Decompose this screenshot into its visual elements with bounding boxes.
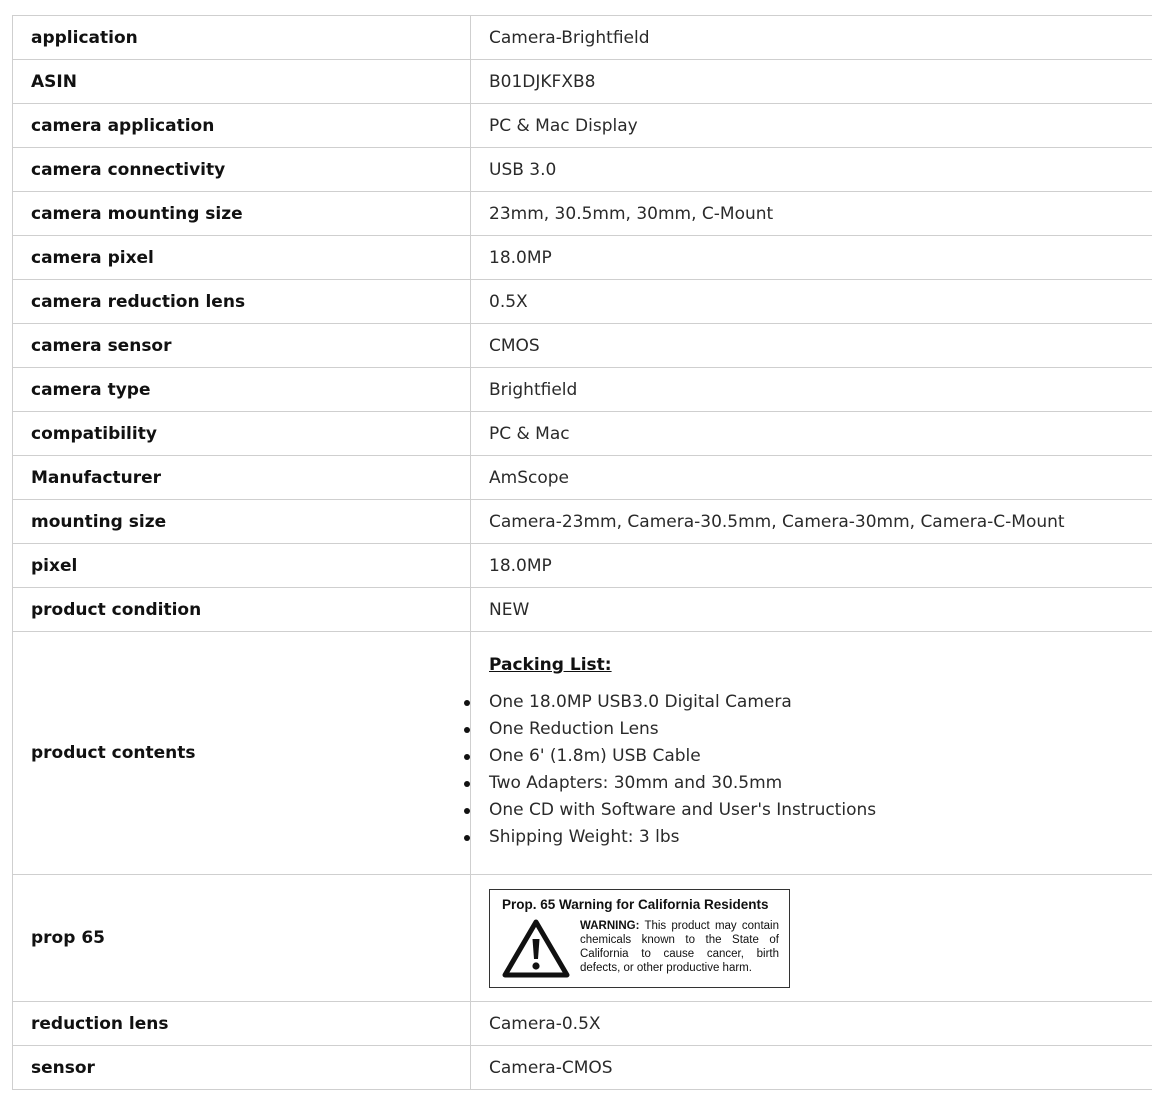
prop65-text	[580, 919, 779, 975]
spec-key: camera application	[13, 104, 471, 148]
spec-value: 23mm, 30.5mm, 30mm, C-Mount	[471, 192, 1152, 236]
spec-value: 18.0MP	[471, 236, 1152, 280]
list-item: Two Adapters: 30mm and 30.5mm	[489, 770, 1152, 797]
spec-key: pixel	[13, 544, 471, 588]
table-row	[13, 104, 1152, 148]
spec-value: Camera-23mm, Camera-30.5mm, Camera-30mm, Camera-C-Mount	[471, 500, 1152, 544]
spec-key: compatibility	[13, 412, 471, 456]
table-row	[13, 588, 1152, 632]
spec-value: B01DJKFXB8	[471, 60, 1152, 104]
spec-value: Camera-Brightfield	[471, 16, 1152, 60]
table-row	[13, 1002, 1152, 1046]
spec-key: camera pixel	[13, 236, 471, 280]
spec-value: PC & Mac	[471, 412, 1152, 456]
packing-list	[489, 689, 1152, 851]
spec-value: CMOS	[471, 324, 1152, 368]
spec-key: Manufacturer	[13, 456, 471, 500]
spec-key: camera sensor	[13, 324, 471, 368]
table-row	[13, 368, 1152, 412]
spec-key: product condition	[13, 588, 471, 632]
prop65-title: Prop. 65 Warning for California Residents	[502, 896, 769, 912]
spec-value: 0.5X	[471, 280, 1152, 324]
product-spec-table	[12, 15, 1152, 1090]
list-item: One 18.0MP USB3.0 Digital Camera	[489, 689, 1152, 716]
spec-value: AmScope	[471, 456, 1152, 500]
spec-value: 18.0MP	[471, 544, 1152, 588]
spec-key: product contents	[13, 632, 471, 875]
spec-key: camera type	[13, 368, 471, 412]
table-row	[13, 544, 1152, 588]
table-row	[13, 456, 1152, 500]
prop65-warning-word: WARNING:	[580, 919, 640, 932]
list-item: One Reduction Lens	[489, 716, 1152, 743]
spec-key: sensor	[13, 1046, 471, 1090]
table-row	[13, 412, 1152, 456]
warning-triangle-icon	[502, 919, 570, 979]
table-row	[13, 60, 1152, 104]
table-row	[13, 324, 1152, 368]
spec-key: application	[13, 16, 471, 60]
list-item: One CD with Software and User's Instructions	[489, 797, 1152, 824]
list-item: Shipping Weight: 3 lbs	[489, 824, 1152, 851]
spec-value: Camera-CMOS	[471, 1046, 1152, 1090]
spec-value: Camera-0.5X	[471, 1002, 1152, 1046]
spec-value: PC & Mac Display	[471, 104, 1152, 148]
packing-list-title: Packing List:	[489, 655, 612, 675]
spec-key: camera connectivity	[13, 148, 471, 192]
spec-key: reduction lens	[13, 1002, 471, 1046]
packing-list-cell	[471, 632, 1152, 875]
table-row	[13, 148, 1152, 192]
spec-key: mounting size	[13, 500, 471, 544]
table-row	[13, 1046, 1152, 1090]
prop65-cell	[471, 875, 1152, 1002]
prop65-warning-label	[489, 889, 790, 988]
spec-value: Brightfield	[471, 368, 1152, 412]
table-row	[13, 192, 1152, 236]
spec-value: USB 3.0	[471, 148, 1152, 192]
spec-key: ASIN	[13, 60, 471, 104]
table-row-prop65	[13, 875, 1152, 1002]
table-row	[13, 280, 1152, 324]
table-row-product-contents	[13, 632, 1152, 875]
list-item: One 6' (1.8m) USB Cable	[489, 743, 1152, 770]
prop65-warning-body: This product may contain chemicals known to the State of California to cause cancer, birth defects, or other productive harm.	[580, 919, 779, 974]
spec-key: camera mounting size	[13, 192, 471, 236]
spec-key: prop 65	[13, 875, 471, 1002]
table-row	[13, 500, 1152, 544]
table-row	[13, 16, 1152, 60]
table-row	[13, 236, 1152, 280]
spec-value: NEW	[471, 588, 1152, 632]
spec-key: camera reduction lens	[13, 280, 471, 324]
